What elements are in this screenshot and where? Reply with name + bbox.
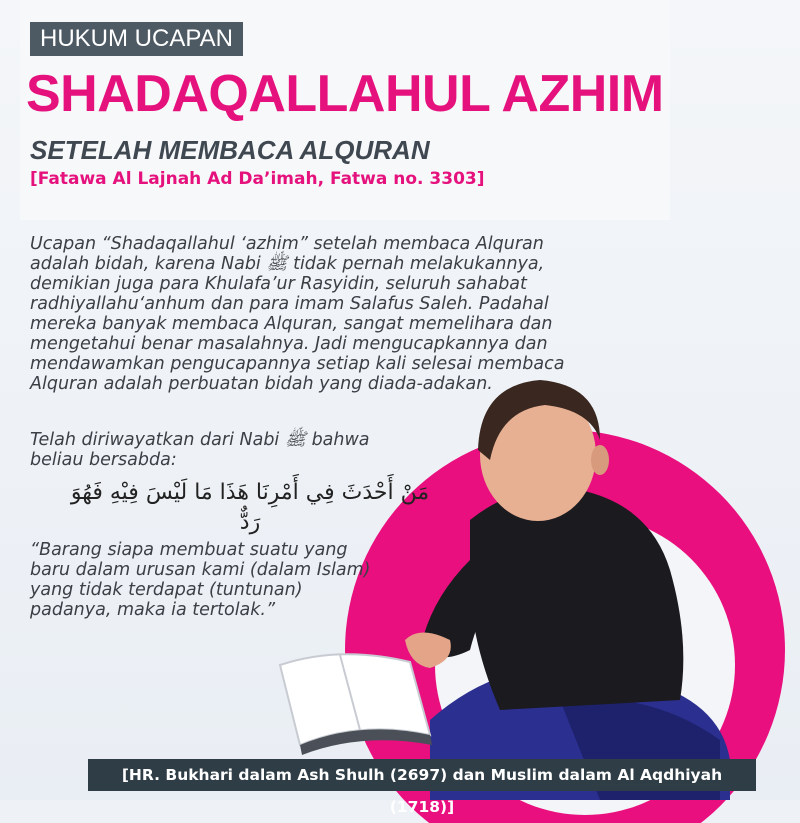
paragraph-line: adalah bidah, karena Nabi ﷺ tidak pernah melakukannya, [30, 254, 545, 274]
translation-line: baru dalam urusan kami (dalam Islam) [30, 560, 371, 580]
paragraph-line: demikian juga para Khulafa’ur Rasyidin, seluruh sahabat [30, 274, 527, 294]
translation-line: padanya, maka ia tertolak.” [30, 600, 276, 620]
paragraph-line: mereka banyak membaca Alquran, sangat memelihara dan [30, 314, 553, 334]
translation-line: yang tidak terdapat (tuntunan) [30, 580, 303, 600]
narration-text [30, 430, 450, 470]
topic-tag: HUKUM UCAPAN [30, 22, 243, 56]
narration-line: beliau bersabda: [30, 450, 177, 470]
narration-line: Telah diriwayatkan dari Nabi ﷺ bahwa [30, 430, 370, 450]
hadith-source: [HR. Bukhari dalam Ash Shulh (2697) dan Muslim dalam Al Aqdhiyah (1718)] [88, 759, 756, 791]
fatwa-reference: [Fatawa Al Lajnah Ad Da’imah, Fatwa no. 3303] [30, 169, 485, 189]
translation-line: “Barang siapa membuat suatu yang [30, 540, 348, 560]
paragraph-line: radhiyallahu‘anhum dan para imam Salafus Saleh. Padahal [30, 294, 549, 314]
paragraph-line: mengetahui benar masalahnya. Jadi mengucapkannya dan [30, 334, 548, 354]
main-paragraph [30, 234, 650, 394]
paragraph-line: Ucapan “Shadaqallahul ‘azhim” setelah membaca Alquran [30, 234, 544, 254]
paragraph-line: Alquran adalah perbuatan bidah yang diada-adakan. [30, 374, 493, 394]
page-title: SHADAQALLAHUL AZHIM [26, 65, 664, 123]
paragraph-line: mendawamkan pengucapannya setiap kali selesai membaca [30, 354, 565, 374]
ear-shape [591, 445, 609, 475]
page-subtitle: SETELAH MEMBACA ALQURAN [30, 135, 430, 165]
hadith-arabic: مَنْ أَحْدَثَ فِي أَمْرِنَا هَذَا مَا لَيْسَ فِيْهِ فَهُوَ رَدٌّ [70, 480, 430, 535]
hadith-translation [30, 540, 450, 620]
